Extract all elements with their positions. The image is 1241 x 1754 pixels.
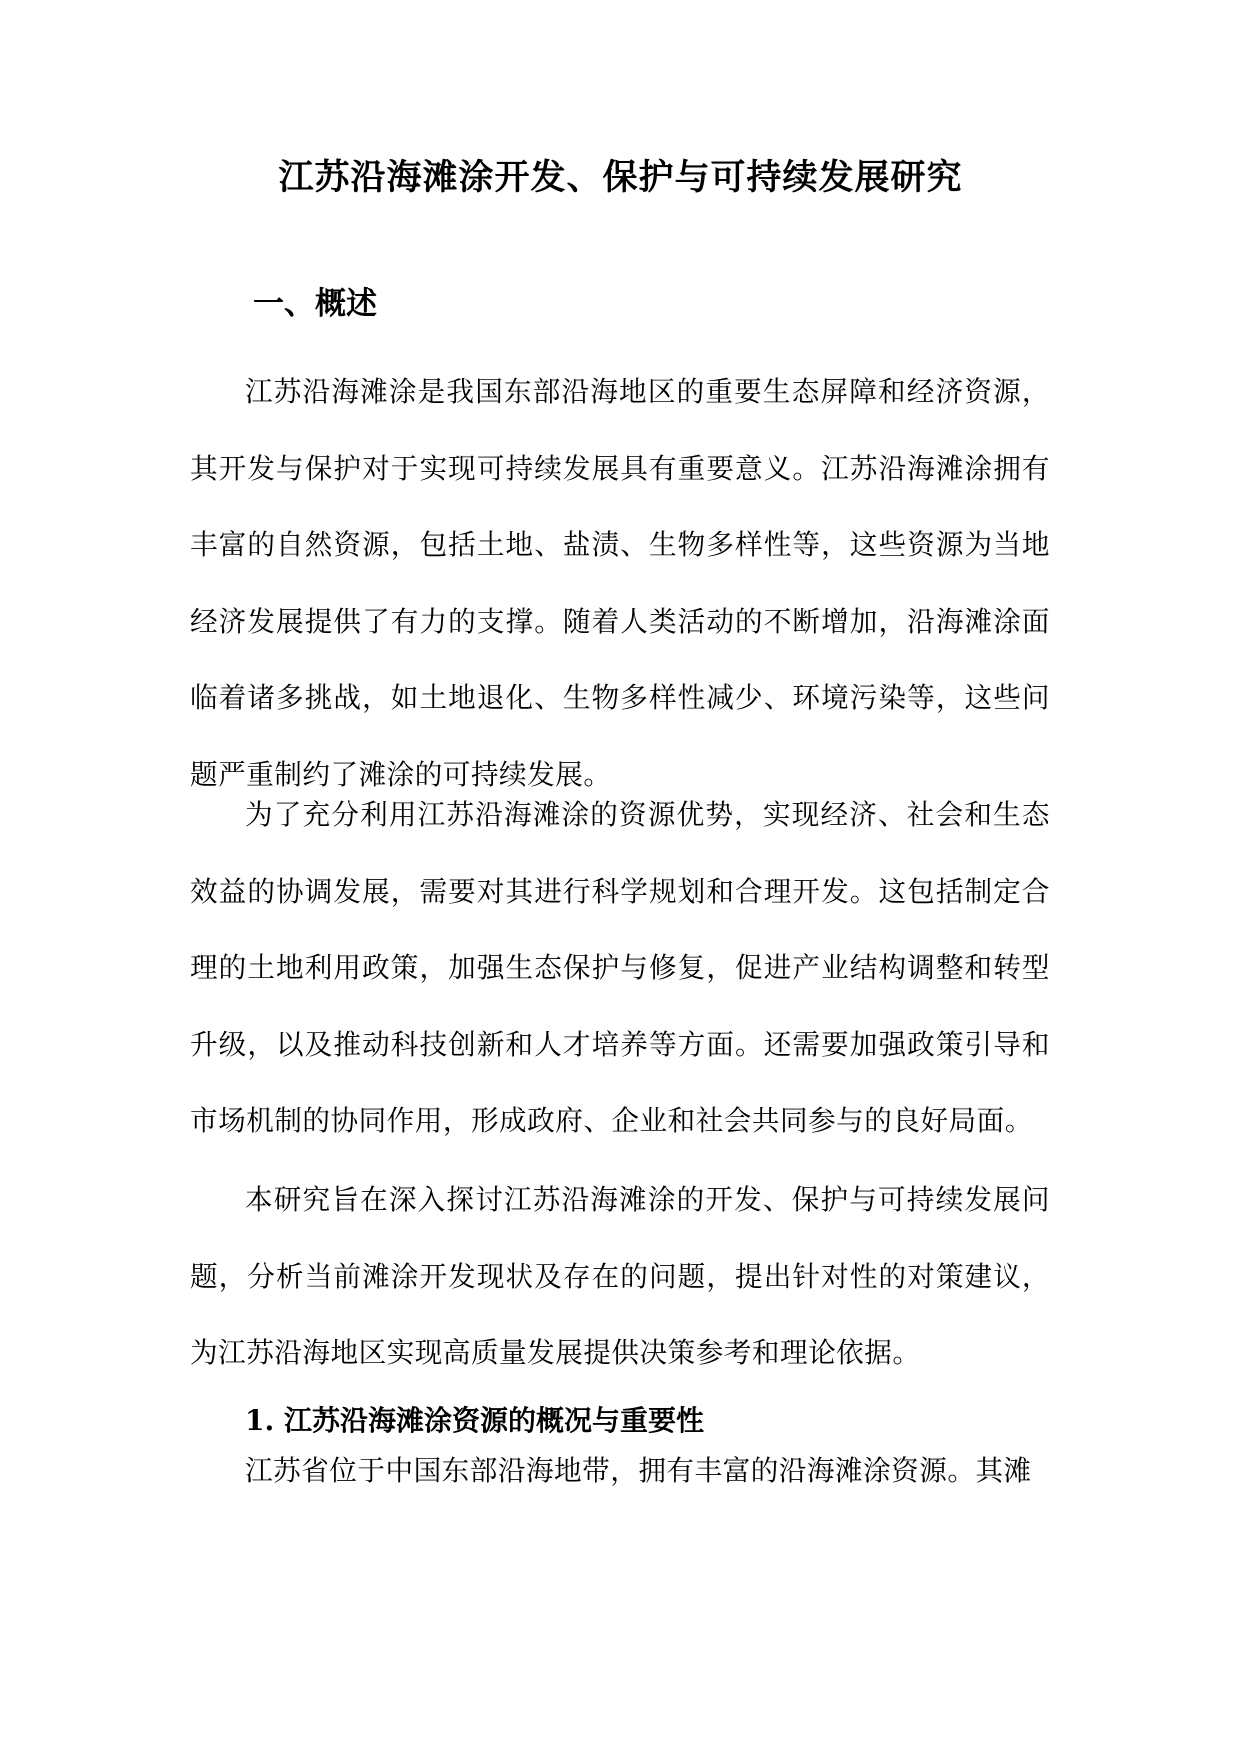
paragraph: 江苏省位于中国东部沿海地带，拥有丰富的沿海滩涂资源。其滩: [245, 1454, 1032, 1487]
paragraph: 为了充分利用江苏沿海滩涂的资源优势，实现经济、社会和生态效益的协调发展，需要对其进行科学规划和合理开发。这包括制定合理的土地利用政策，加强生态保护与修复，促进产业结构调整和转型升级，以及推动科技创新和人才培养等方面。还需要加强政策引导和市场机制的协同作用，形成政府、企业和社会共同参与的良好局面。: [190, 798, 1050, 1137]
section-heading-overview: 一、概述: [253, 286, 377, 322]
document-title: 江苏沿海滩涂开发、保护与可持续发展研究: [278, 157, 963, 198]
paragraph: 江苏沿海滩涂是我国东部沿海地区的重要生态屏障和经济资源，其开发与保护对于实现可持续发展具有重要意义。江苏沿海滩涂拥有丰富的自然资源，包括土地、盐渍、生物多样性等，这些资源为当地经济发展提供了有力的支撑。随着人类活动的不断增加，沿海滩涂面临着诸多挑战，如土地退化、生物多样性减少、环境污染等，这些问题严重制约了滩涂的可持续发展。: [190, 375, 1050, 791]
subsection-heading: 1. 江苏沿海滩涂资源的概况与重要性: [245, 1404, 704, 1437]
paragraph: 本研究旨在深入探讨江苏沿海滩涂的开发、保护与可持续发展问题，分析当前滩涂开发现状及存在的问题，提出针对性的对策建议，为江苏沿海地区实现高质量发展提供决策参考和理论依据。: [190, 1183, 1050, 1369]
